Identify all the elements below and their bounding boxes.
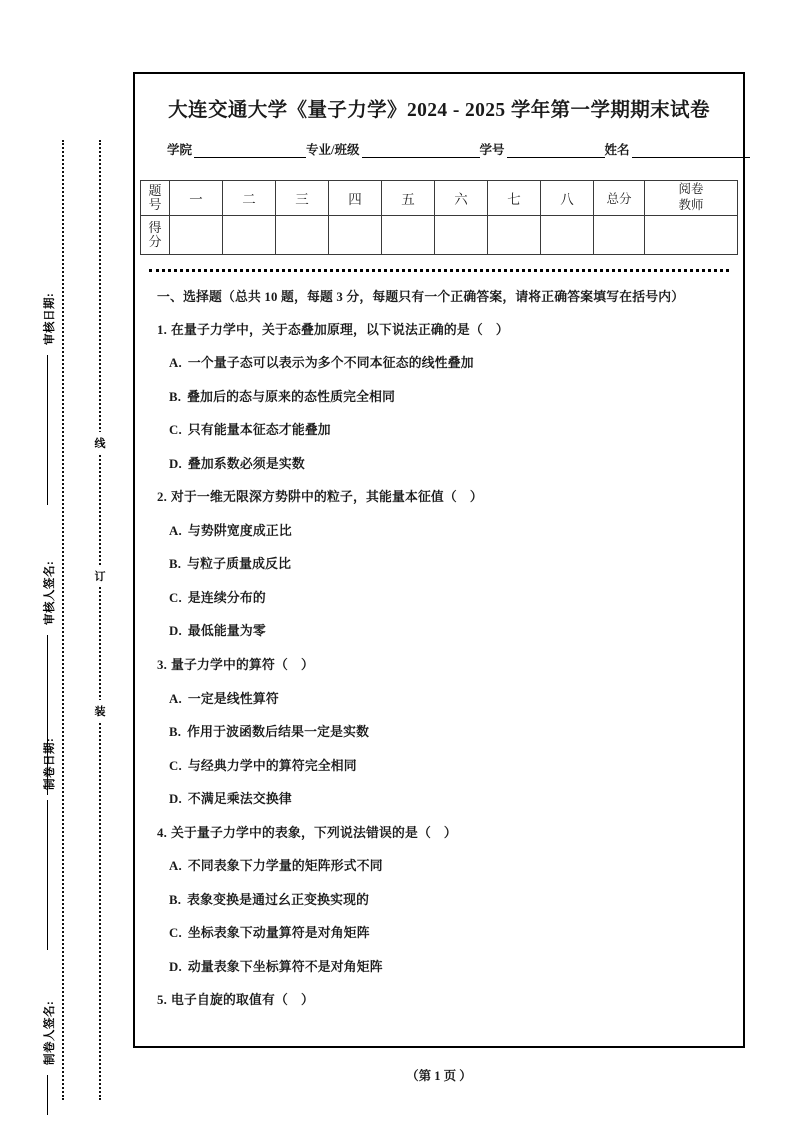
score-table-container [135,180,743,255]
question-3-option-b[interactable] [169,723,723,742]
question-1-option-a[interactable] [169,354,723,373]
question-number-3: 3. [157,658,167,673]
option-key-1d: D. [169,456,182,471]
option-key-1a: A. [169,356,182,371]
name-input[interactable] [632,144,750,158]
question-3-option-c[interactable] [169,757,723,776]
grading-teacher-label-line2: 教师 [678,198,704,212]
question-2-option-c[interactable] [169,589,723,608]
question-text-1: 在量子力学中，关于态叠加原理，以下说法正确的是（ ） [171,322,509,337]
student-id-field[interactable] [480,140,605,158]
question-2-option-a[interactable] [169,522,723,541]
score-cell-4[interactable] [329,216,382,255]
college-input[interactable] [194,144,306,158]
score-cell-7[interactable] [488,216,541,255]
option-key-4c: C. [169,926,182,941]
fold-line-outer [62,140,64,1100]
college-field[interactable] [167,140,306,158]
option-key-4d: D. [169,959,182,974]
fold-mark-ding: 订 [92,565,108,587]
section-divider [149,269,729,272]
question-stem-1 [157,321,723,340]
score-cell-5[interactable] [382,216,435,255]
section-one-heading: 一、选择题（总共 10 题，每题 3 分，每题只有一个正确答案，请将正确答案填写在括号内） [157,290,685,304]
option-text-3d: 不满足乘法交换律 [187,792,292,807]
col-header-3: 三 [276,181,329,216]
exam-sheet [133,72,745,1048]
review-date-label: 审核日期: [44,292,56,345]
question-number-5: 5. [157,993,167,1008]
score-cell-2[interactable] [223,216,276,255]
question-number-2: 2. [157,490,167,505]
fold-mark-zhuang: 装 [92,700,108,722]
question-number-4: 4. [157,825,167,840]
review-date-rule [47,355,48,505]
col-header-5: 五 [382,181,435,216]
compiler-signature-rule [47,1075,48,1115]
col-header-8: 八 [541,181,594,216]
option-text-3c: 与经典力学中的算符完全相同 [187,758,357,773]
page-footer: （第 1 页 ） [406,1069,472,1083]
option-key-4b: B. [169,892,182,907]
binding-margin [0,0,130,1122]
question-2-option-b[interactable] [169,555,723,574]
score-cell-8[interactable] [541,216,594,255]
option-text-4b: 表象变换是通过幺正变换实现的 [187,892,370,907]
option-text-1b: 叠加后的态与原来的态性质完全相同 [187,389,396,404]
col-header-1: 一 [170,181,223,216]
score-table [140,180,738,255]
college-label: 学院 [167,143,193,157]
fold-line-inner [99,140,101,1100]
question-text-3: 量子力学中的算符（ ） [171,658,314,673]
student-id-label: 学号 [479,143,505,157]
compile-date-rule [47,800,48,950]
option-key-2d: D. [169,624,182,639]
option-key-3c: C. [169,758,182,773]
question-text-4: 关于量子力学中的表象，下列说法错误的是（ ） [171,825,457,840]
question-number-label-char1: 题 [148,183,162,199]
option-text-3b: 作用于波函数后结果一定是实数 [187,725,370,740]
option-text-2a: 与势阱宽度成正比 [187,523,292,538]
question-number-row-label [141,181,170,216]
question-stem-4 [157,824,723,843]
option-key-4a: A. [169,859,182,874]
option-key-1b: B. [169,389,182,404]
option-key-2b: B. [169,557,182,572]
option-key-1c: C. [169,423,182,438]
option-text-3a: 一定是线性算符 [187,691,279,706]
score-cell-grading-teacher[interactable] [645,216,738,255]
student-id-input[interactable] [507,144,605,158]
question-stem-2 [157,488,723,507]
option-key-2a: A. [169,523,182,538]
option-key-3a: A. [169,691,182,706]
fold-mark-xian: 线 [92,432,108,454]
option-text-2c: 是连续分布的 [187,590,266,605]
col-header-total: 总分 [594,181,645,216]
option-text-2d: 最低能量为零 [187,624,266,639]
option-text-4a: 不同表象下力学量的矩阵形式不同 [187,859,383,874]
option-text-1d: 叠加系数必须是实数 [187,456,305,471]
table-row-question-numbers [141,181,738,216]
option-text-2b: 与粒子质量成反比 [187,557,292,572]
option-key-3d: D. [169,792,182,807]
score-cell-6[interactable] [435,216,488,255]
page-title: 大连交通大学《量子力学》2024 - 2025 学年第一学期期末试卷 [168,100,710,121]
question-text-2: 对于一维无限深方势阱中的粒子，其能量本征值（ ） [171,490,483,505]
score-cell-3[interactable] [276,216,329,255]
option-key-3b: B. [169,725,182,740]
question-text-5: 电子自旋的取值有（ ） [171,993,314,1008]
question-2-option-d[interactable] [169,622,723,641]
score-label-char1: 得 [148,220,162,236]
col-header-grading-teacher [645,181,738,216]
compile-date-label: 制卷日期: [44,737,56,790]
question-number-label-char2: 号 [148,197,162,212]
compiler-signature-label: 制卷人签名: [44,1000,56,1065]
question-4-option-a[interactable] [169,857,723,876]
table-row-scores [141,216,738,255]
question-number-1: 1. [157,322,167,337]
col-header-6: 六 [435,181,488,216]
grading-teacher-label-line1: 阅卷 [678,182,704,197]
question-body [157,288,723,1010]
col-header-7: 七 [488,181,541,216]
score-row-label [141,216,170,255]
option-text-4d: 动量表象下坐标算符不是对角矩阵 [187,959,383,974]
col-header-2: 二 [223,181,276,216]
score-label-char2: 分 [148,234,162,249]
score-cell-total[interactable] [594,216,645,255]
student-info-row [167,140,719,158]
question-3-option-d[interactable] [169,790,723,809]
question-1-option-b[interactable] [169,388,723,407]
question-4-option-d[interactable] [169,958,723,977]
option-text-4c: 坐标表象下动量算符是对角矩阵 [187,926,370,941]
option-text-1a: 一个量子态可以表示为多个不同本征态的线性叠加 [187,356,474,371]
question-1-option-c[interactable] [169,421,723,440]
option-key-2c: C. [169,590,182,605]
major-label: 专业/班级 [306,143,360,157]
question-stem-3 [157,656,723,675]
question-4-option-b[interactable] [169,891,723,910]
question-3-option-a[interactable] [169,690,723,709]
score-cell-1[interactable] [170,216,223,255]
major-input[interactable] [362,144,480,158]
major-field[interactable] [306,140,479,158]
question-stem-5 [157,991,723,1010]
question-1-option-d[interactable] [169,455,723,474]
name-field[interactable] [605,140,750,158]
question-4-option-c[interactable] [169,924,723,943]
col-header-4: 四 [329,181,382,216]
reviewer-signature-label: 审核人签名: [44,560,56,625]
name-label: 姓名 [604,143,630,157]
option-text-1c: 只有能量本征态才能叠加 [187,423,331,438]
